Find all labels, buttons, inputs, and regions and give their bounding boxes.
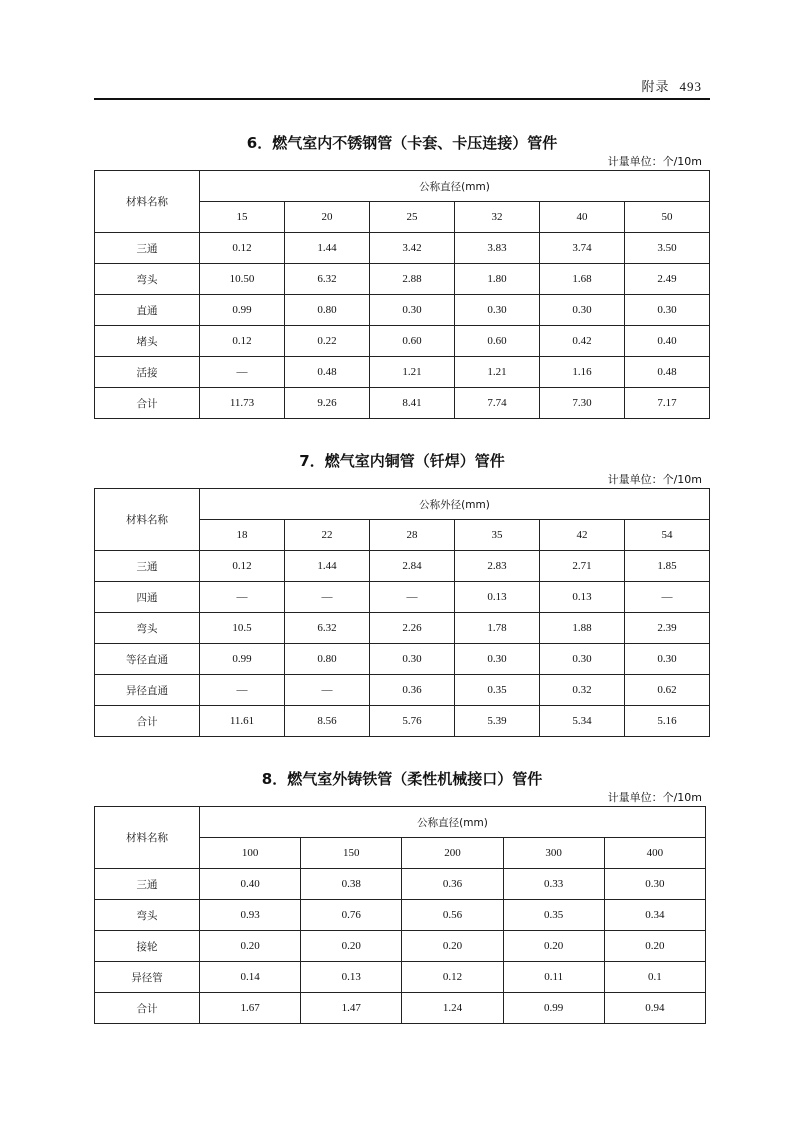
value-cell: 0.30 (540, 295, 625, 326)
value-cell: 0.12 (402, 962, 503, 993)
value-cell: 6.32 (285, 264, 370, 295)
value-cell: 0.30 (604, 869, 705, 900)
section-title: 6．燃气室内不锈钢管（卡套、卡压连接）管件 (246, 134, 558, 152)
value-cell: — (285, 675, 370, 706)
material-name-cell: 合计 (95, 706, 200, 737)
value-cell: 0.30 (625, 644, 710, 675)
page-number: 493 (679, 79, 702, 94)
value-cell: 2.71 (540, 551, 625, 582)
value-cell: — (200, 675, 285, 706)
section-cast-iron-fittings (94, 768, 710, 1024)
material-name-cell: 等径直通 (95, 644, 200, 675)
table-row (95, 962, 706, 993)
value-cell: 0.56 (402, 900, 503, 931)
size-header-cell: 22 (285, 520, 370, 551)
table-row (95, 295, 710, 326)
value-cell: 0.36 (370, 675, 455, 706)
value-cell: 11.61 (200, 706, 285, 737)
value-cell: 9.26 (285, 388, 370, 419)
section-title: 8．燃气室外铸铁管（柔性机械接口）管件 (261, 770, 543, 788)
value-cell: 0.48 (625, 357, 710, 388)
table-row (95, 357, 710, 388)
material-name-cell: 弯头 (95, 613, 200, 644)
table-row (95, 582, 710, 613)
value-cell: 0.60 (370, 326, 455, 357)
value-cell: 1.16 (540, 357, 625, 388)
value-cell: 0.38 (301, 869, 402, 900)
value-cell: 7.74 (455, 388, 540, 419)
value-cell: 0.48 (285, 357, 370, 388)
unit-label: 计量单位：个/10m (607, 473, 702, 486)
table-row (95, 613, 710, 644)
table-row (95, 931, 706, 962)
value-cell: 0.20 (503, 931, 604, 962)
value-cell: 0.14 (200, 962, 301, 993)
value-cell: 0.30 (370, 295, 455, 326)
value-cell: 0.40 (200, 869, 301, 900)
table-row (95, 644, 710, 675)
value-cell: 1.24 (402, 993, 503, 1024)
size-header-cell: 150 (301, 838, 402, 869)
value-cell: 3.83 (455, 233, 540, 264)
value-cell: 8.56 (285, 706, 370, 737)
value-cell: 5.34 (540, 706, 625, 737)
value-cell: — (200, 582, 285, 613)
value-cell: 0.13 (540, 582, 625, 613)
table-body (95, 171, 710, 419)
value-cell: 0.11 (503, 962, 604, 993)
size-header-cell: 50 (625, 202, 710, 233)
size-header-cell: 100 (200, 838, 301, 869)
value-cell: 2.83 (455, 551, 540, 582)
size-header-cell: 35 (455, 520, 540, 551)
fittings-table (94, 170, 710, 419)
material-name-cell: 三通 (95, 233, 200, 264)
fittings-table (94, 806, 706, 1024)
value-cell: 0.30 (625, 295, 710, 326)
size-header-cell: 54 (625, 520, 710, 551)
value-cell: 0.80 (285, 295, 370, 326)
value-cell: 0.30 (540, 644, 625, 675)
group-header-cell: 公称直径(mm) (200, 807, 706, 838)
value-cell: 1.21 (455, 357, 540, 388)
material-name-cell: 合计 (95, 388, 200, 419)
value-cell: 0.34 (604, 900, 705, 931)
table-row (95, 233, 710, 264)
size-header-cell: 15 (200, 202, 285, 233)
value-cell: 0.60 (455, 326, 540, 357)
material-name-cell: 直通 (95, 295, 200, 326)
value-cell: 0.33 (503, 869, 604, 900)
value-cell: 0.12 (200, 551, 285, 582)
value-cell: 0.36 (402, 869, 503, 900)
material-name-cell: 三通 (95, 869, 200, 900)
value-cell: 1.68 (540, 264, 625, 295)
section-copper-fittings (94, 450, 710, 737)
material-name-cell: 接轮 (95, 931, 200, 962)
page-header (94, 76, 710, 100)
material-name-cell: 异径管 (95, 962, 200, 993)
table-row (95, 675, 710, 706)
section-stainless-steel-fittings (94, 132, 710, 419)
value-cell: 0.22 (285, 326, 370, 357)
value-cell: 0.13 (301, 962, 402, 993)
value-cell: 0.35 (503, 900, 604, 931)
row-header-cell: 材料名称 (95, 489, 200, 551)
value-cell: 3.50 (625, 233, 710, 264)
value-cell: 1.78 (455, 613, 540, 644)
value-cell: 2.49 (625, 264, 710, 295)
table-body (95, 489, 710, 737)
size-header-cell: 42 (540, 520, 625, 551)
table-row (95, 900, 706, 931)
size-header-cell: 400 (604, 838, 705, 869)
section-title: 7．燃气室内铜管（钎焊）管件 (299, 452, 505, 470)
value-cell: 1.44 (285, 233, 370, 264)
value-cell: 0.42 (540, 326, 625, 357)
unit-label: 计量单位：个/10m (607, 791, 702, 804)
value-cell: — (370, 582, 455, 613)
value-cell: — (200, 357, 285, 388)
value-cell: 1.44 (285, 551, 370, 582)
table-row (95, 264, 710, 295)
size-header-cell: 200 (402, 838, 503, 869)
table-body (95, 807, 706, 1024)
material-name-cell: 堵头 (95, 326, 200, 357)
value-cell: 1.21 (370, 357, 455, 388)
row-header-cell: 材料名称 (95, 171, 200, 233)
group-header-cell: 公称直径(mm) (200, 171, 710, 202)
value-cell: 0.20 (200, 931, 301, 962)
value-cell: 0.35 (455, 675, 540, 706)
value-cell: 0.12 (200, 233, 285, 264)
material-name-cell: 异径直通 (95, 675, 200, 706)
value-cell: 10.50 (200, 264, 285, 295)
size-header-cell: 32 (455, 202, 540, 233)
value-cell: 0.12 (200, 326, 285, 357)
value-cell: 1.47 (301, 993, 402, 1024)
value-cell: 5.16 (625, 706, 710, 737)
size-header-cell: 300 (503, 838, 604, 869)
header-label: 附录 (641, 79, 670, 94)
value-cell: 6.32 (285, 613, 370, 644)
value-cell: 8.41 (370, 388, 455, 419)
size-header-cell: 18 (200, 520, 285, 551)
value-cell: 0.99 (503, 993, 604, 1024)
value-cell: 5.39 (455, 706, 540, 737)
size-header-cell: 25 (370, 202, 455, 233)
material-name-cell: 活接 (95, 357, 200, 388)
value-cell: 11.73 (200, 388, 285, 419)
header-text (631, 76, 702, 95)
value-cell: 0.99 (200, 295, 285, 326)
size-header-cell: 28 (370, 520, 455, 551)
value-cell: 2.26 (370, 613, 455, 644)
material-name-cell: 合计 (95, 993, 200, 1024)
material-name-cell: 弯头 (95, 900, 200, 931)
fittings-table (94, 488, 710, 737)
size-header-cell: 40 (540, 202, 625, 233)
value-cell: — (285, 582, 370, 613)
value-cell: 7.30 (540, 388, 625, 419)
value-cell: 1.80 (455, 264, 540, 295)
value-cell: 0.76 (301, 900, 402, 931)
material-name-cell: 四通 (95, 582, 200, 613)
material-name-cell: 三通 (95, 551, 200, 582)
value-cell: 0.93 (200, 900, 301, 931)
table-row (95, 326, 710, 357)
table-row (95, 388, 710, 419)
value-cell: 0.32 (540, 675, 625, 706)
table-row (95, 706, 710, 737)
value-cell: 0.94 (604, 993, 705, 1024)
value-cell: 0.13 (455, 582, 540, 613)
value-cell: — (625, 582, 710, 613)
value-cell: 5.76 (370, 706, 455, 737)
value-cell: 0.99 (200, 644, 285, 675)
value-cell: 1.85 (625, 551, 710, 582)
size-header-cell: 20 (285, 202, 370, 233)
value-cell: 10.5 (200, 613, 285, 644)
value-cell: 0.80 (285, 644, 370, 675)
table-row (95, 993, 706, 1024)
value-cell: 2.39 (625, 613, 710, 644)
value-cell: 0.62 (625, 675, 710, 706)
value-cell: 0.20 (301, 931, 402, 962)
value-cell: 0.20 (604, 931, 705, 962)
row-header-cell: 材料名称 (95, 807, 200, 869)
material-name-cell: 弯头 (95, 264, 200, 295)
unit-label: 计量单位：个/10m (607, 155, 702, 168)
value-cell: 1.88 (540, 613, 625, 644)
table-row (95, 869, 706, 900)
value-cell: 0.1 (604, 962, 705, 993)
value-cell: 0.20 (402, 931, 503, 962)
value-cell: 3.42 (370, 233, 455, 264)
value-cell: 0.30 (370, 644, 455, 675)
value-cell: 2.84 (370, 551, 455, 582)
value-cell: 0.40 (625, 326, 710, 357)
group-header-cell: 公称外径(mm) (200, 489, 710, 520)
value-cell: 0.30 (455, 644, 540, 675)
value-cell: 7.17 (625, 388, 710, 419)
value-cell: 0.30 (455, 295, 540, 326)
value-cell: 1.67 (200, 993, 301, 1024)
value-cell: 2.88 (370, 264, 455, 295)
table-row (95, 551, 710, 582)
value-cell: 3.74 (540, 233, 625, 264)
